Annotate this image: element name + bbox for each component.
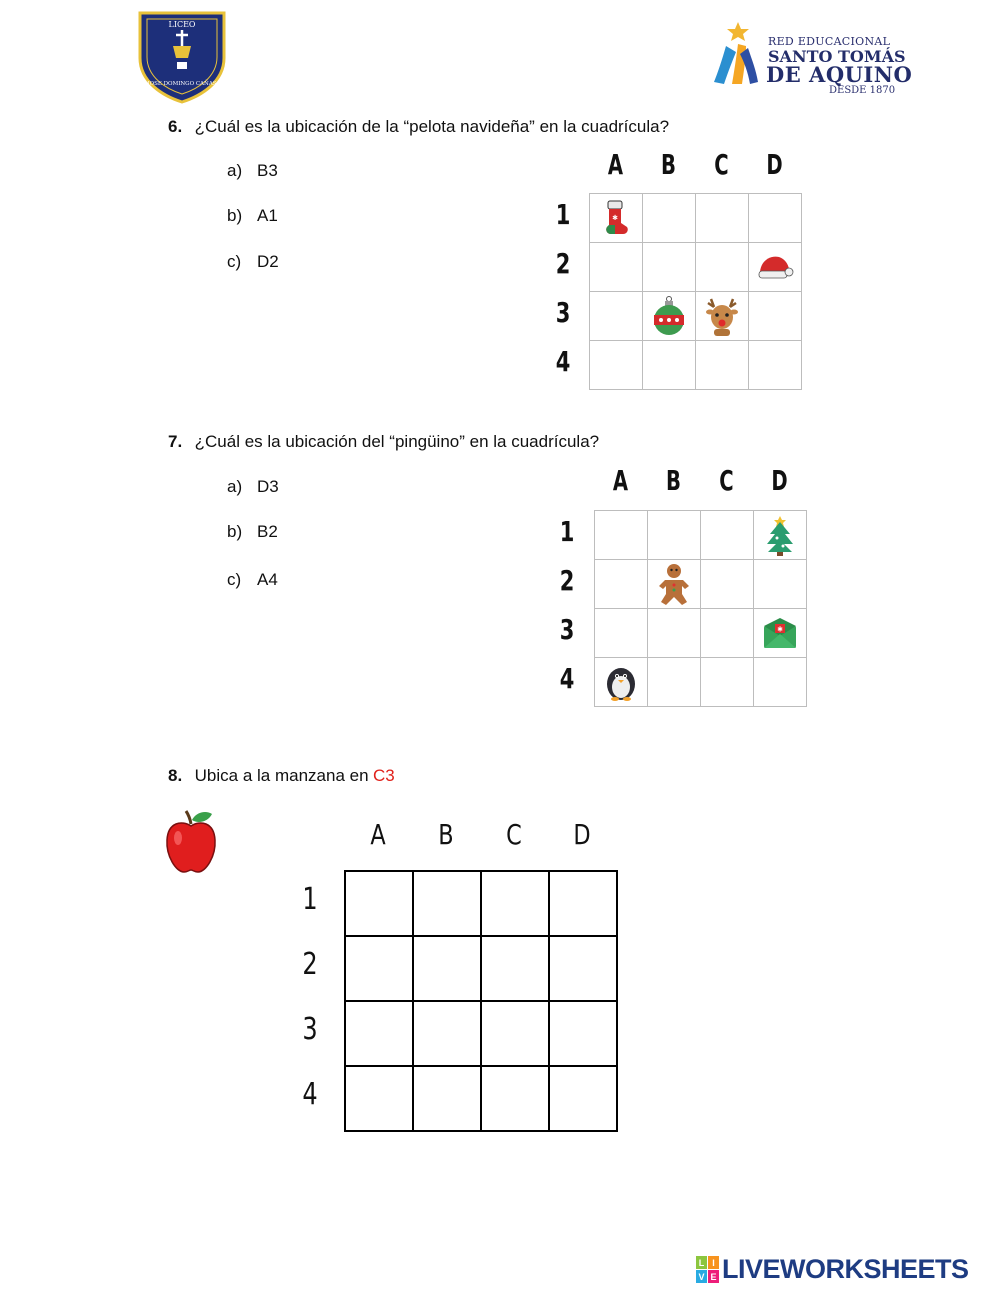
logo-letter-i: I — [712, 1258, 715, 1268]
question-number: 6. — [168, 117, 183, 136]
question-8 — [168, 766, 395, 786]
option-c[interactable] — [227, 570, 278, 590]
grid-cell-a2 — [595, 560, 648, 609]
logo-letter-e: E — [710, 1272, 717, 1282]
question-6 — [168, 117, 669, 137]
envelope-icon — [762, 616, 798, 650]
option-value: D3 — [257, 477, 279, 496]
target-cell-label: C3 — [372, 766, 395, 785]
grid-cell-c1 — [701, 511, 754, 560]
grid-cell-b4 — [643, 341, 696, 390]
option-label: c) — [227, 252, 242, 271]
grid-cell-b1 — [648, 511, 701, 560]
santa-hat-icon — [755, 252, 795, 282]
liveworksheets-logo-icon — [695, 1254, 721, 1286]
grid-cell-d2 — [749, 243, 802, 292]
drop-cell-c2[interactable] — [482, 937, 550, 1002]
option-value: D2 — [257, 252, 279, 271]
grid-cell-a4 — [595, 658, 648, 707]
apple-icon[interactable] — [164, 808, 218, 874]
option-b[interactable] — [227, 522, 278, 542]
row-header-2: 2 — [555, 247, 571, 280]
option-c[interactable] — [227, 252, 279, 272]
drop-cell-c3[interactable] — [482, 1002, 550, 1067]
row-header-4: 4 — [559, 662, 575, 695]
drop-cell-b1[interactable] — [414, 872, 482, 937]
row-header-1: 1 — [555, 198, 571, 231]
logo-letter-l: L — [698, 1258, 705, 1268]
drop-cell-d2[interactable] — [550, 937, 618, 1002]
question-7 — [168, 432, 599, 452]
grid-cell-c4 — [696, 341, 749, 390]
grid-cell-d3 — [754, 609, 807, 658]
col-header-d: D — [771, 464, 788, 497]
grid-cell-c2 — [696, 243, 749, 292]
christmas-ornament-icon — [651, 295, 687, 337]
footer-brand[interactable]: LIVEWORKSHEETS — [722, 1254, 969, 1284]
row-header-4: 4 — [555, 345, 571, 378]
col-header-c: C — [719, 464, 734, 497]
col-header-a: A — [607, 148, 624, 181]
row-header-3: 3 — [559, 613, 575, 646]
penguin-icon — [603, 662, 639, 702]
drop-cell-a3[interactable] — [346, 1002, 414, 1067]
svg-text:✱: ✱ — [612, 215, 618, 222]
reindeer-icon — [702, 295, 742, 337]
option-label: a) — [227, 161, 243, 180]
school-shield-icon — [137, 10, 227, 104]
option-a[interactable] — [227, 477, 279, 497]
grid-cell-d1 — [754, 511, 807, 560]
grid-cell-b2 — [643, 243, 696, 292]
drop-cell-c4[interactable] — [482, 1067, 550, 1132]
row-header-4: 4 — [302, 1077, 318, 1112]
grid-cell-a3 — [595, 609, 648, 658]
shield-text-top: LICEO — [168, 20, 196, 29]
network-line2: SANTO TOMÁS — [768, 47, 906, 66]
grid-cell-d2 — [754, 560, 807, 609]
grid-cell-c3 — [696, 292, 749, 341]
col-header-d: D — [766, 148, 783, 181]
grid-cell-d4 — [754, 658, 807, 707]
grid-cell-a2 — [590, 243, 643, 292]
grid-cell-b2 — [648, 560, 701, 609]
network-line3: DE AQUINO — [766, 62, 913, 87]
drop-cell-c1[interactable] — [482, 872, 550, 937]
row-header-2: 2 — [302, 947, 318, 982]
option-value: B2 — [257, 522, 278, 541]
option-label: b) — [227, 206, 243, 225]
christmas-tree-icon — [764, 514, 796, 556]
grid-q7 — [594, 510, 807, 707]
option-label: a) — [227, 477, 243, 496]
col-header-b: B — [666, 464, 681, 497]
col-header-c: C — [506, 818, 522, 851]
question-text: ¿Cuál es la ubicación del “pingüino” en la cuadrícula? — [194, 432, 600, 451]
christmas-stocking-icon — [601, 199, 631, 237]
gingerbread-man-icon — [657, 562, 691, 606]
option-a[interactable] — [227, 161, 278, 181]
network-line4: DESDE 1870 — [829, 85, 896, 96]
grid-cell-c2 — [701, 560, 754, 609]
row-header-2: 2 — [559, 564, 575, 597]
col-header-c: C — [714, 148, 729, 181]
grid-cell-b1 — [643, 194, 696, 243]
drop-cell-b4[interactable] — [414, 1067, 482, 1132]
grid-cell-a1 — [590, 194, 643, 243]
drop-cell-a4[interactable] — [346, 1067, 414, 1132]
grid-cell-b3 — [643, 292, 696, 341]
svg-text:✱: ✱ — [777, 626, 783, 634]
drop-cell-d1[interactable] — [550, 872, 618, 937]
drop-cell-d3[interactable] — [550, 1002, 618, 1067]
col-header-a: A — [612, 464, 629, 497]
option-value: A4 — [257, 570, 278, 589]
shield-text-arc: JOSE DOMINGO CAÑAS — [147, 81, 217, 87]
grid-cell-a3 — [590, 292, 643, 341]
col-header-b: B — [661, 148, 676, 181]
option-value: B3 — [257, 161, 278, 180]
grid-q6 — [589, 193, 802, 390]
option-label: b) — [227, 522, 243, 541]
row-header-3: 3 — [555, 296, 571, 329]
grid-cell-a1 — [595, 511, 648, 560]
grid-cell-d4 — [749, 341, 802, 390]
col-header-d: D — [573, 818, 591, 851]
network-line1: RED EDUCACIONAL — [768, 35, 891, 48]
drop-cell-b3[interactable] — [414, 1002, 482, 1067]
grid-cell-d3 — [749, 292, 802, 341]
option-b[interactable] — [227, 206, 278, 226]
grid-cell-b3 — [648, 609, 701, 658]
drop-cell-a2[interactable] — [346, 937, 414, 1002]
row-header-3: 3 — [302, 1012, 318, 1047]
option-label: c) — [227, 570, 242, 589]
grid-cell-b4 — [648, 658, 701, 707]
grid-cell-d1 — [749, 194, 802, 243]
row-header-1: 1 — [302, 882, 318, 917]
grid-q8 — [344, 870, 618, 1132]
drop-cell-a1[interactable] — [346, 872, 414, 937]
question-number: 7. — [168, 432, 183, 451]
logo-letter-v: V — [698, 1272, 705, 1282]
option-value: A1 — [257, 206, 278, 225]
drop-cell-b2[interactable] — [414, 937, 482, 1002]
grid-cell-a4 — [590, 341, 643, 390]
drop-cell-d4[interactable] — [550, 1067, 618, 1132]
grid-cell-c4 — [701, 658, 754, 707]
grid-cell-c1 — [696, 194, 749, 243]
question-text: ¿Cuál es la ubicación de la “pelota navideña” en la cuadrícula? — [194, 117, 670, 136]
col-header-b: B — [438, 818, 454, 851]
row-header-1: 1 — [559, 515, 575, 548]
question-number: 8. — [168, 766, 183, 785]
col-header-a: A — [370, 818, 386, 851]
question-text: Ubica a la manzana en — [194, 766, 369, 785]
grid-cell-c3 — [701, 609, 754, 658]
